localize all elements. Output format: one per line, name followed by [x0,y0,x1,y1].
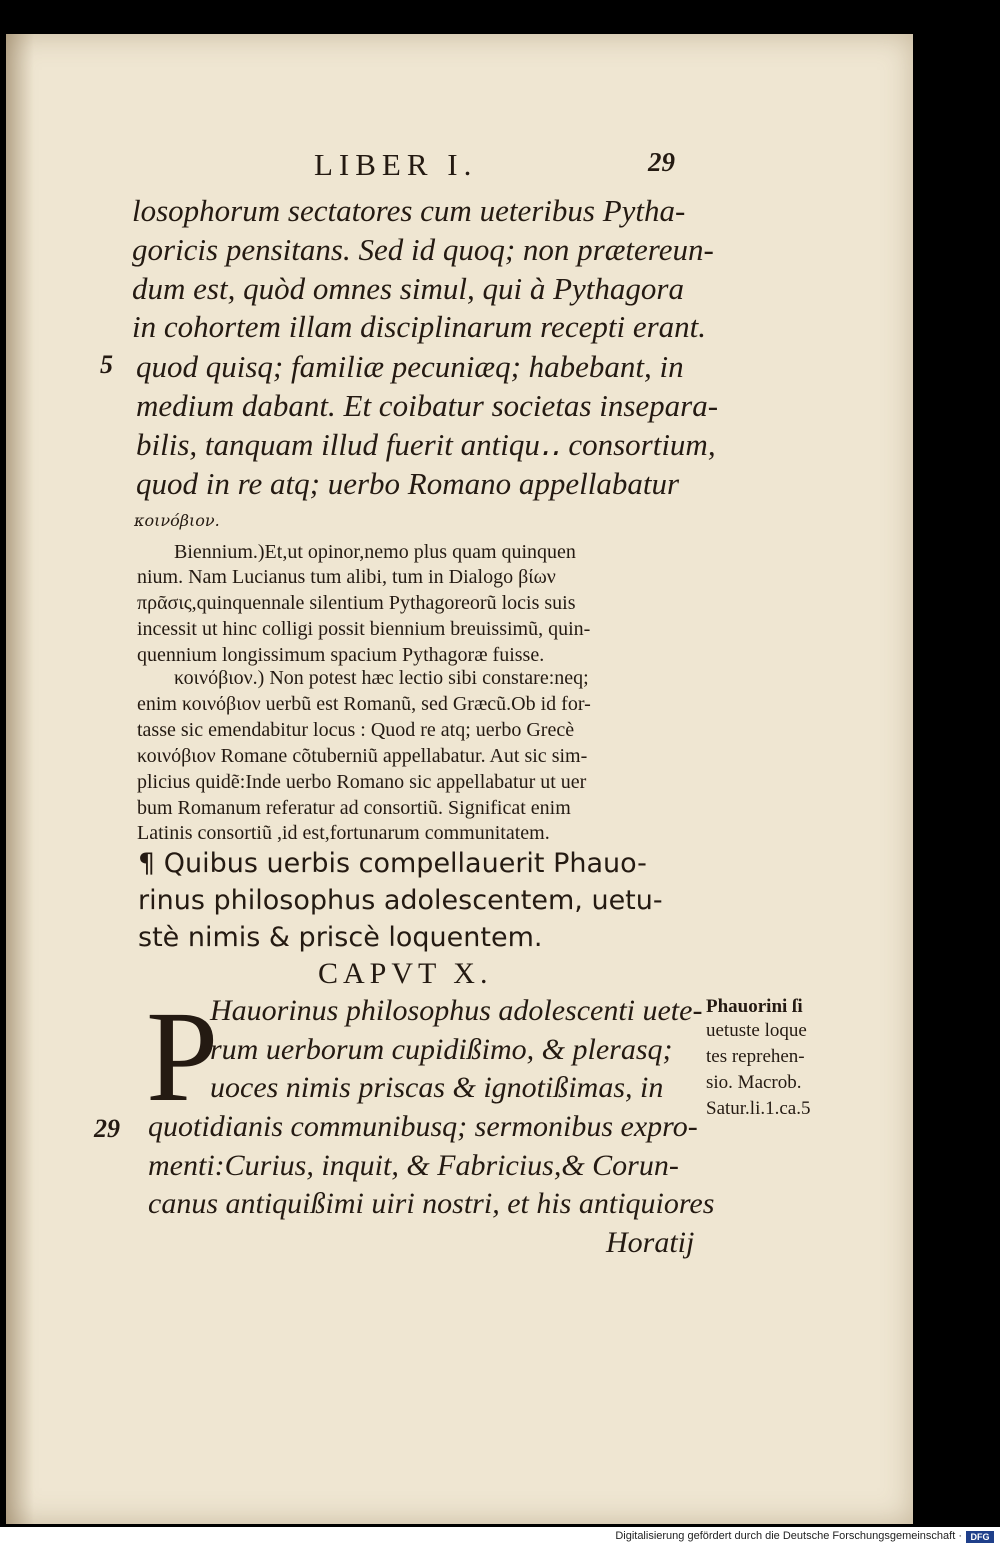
chapter-line-1: Hauorinus philosophus adolescenti uete- [210,994,703,1027]
line-number-29: 29 [94,1114,120,1143]
chapter-line-2: rum uerborum cupidißimo, & plerasq; [210,1033,673,1066]
footer-bar [0,1527,1000,1547]
caput-heading: CAPVT X. [318,957,493,990]
chapter-line-4: quotidianis communibusq; sermonibus expro- [148,1110,698,1143]
chapter-title-1: ¶ Quibus uerbis compellauerit Phauo- [138,848,647,879]
running-title: LIBER I. [314,147,478,182]
margin-note-1: Phauorini ſi [706,996,803,1017]
page-gutter-shadow [6,34,34,1524]
chapter-title-2: rinus philosophus adolescentem, uetu- [138,885,663,916]
chapter-line-6: canus antiquißimi uiri nostri, et his antiquiores [148,1187,715,1220]
note-line-5: quennium longissimum spacium Pythagoræ fuisse. [137,644,545,666]
footer-credit: Digitalisierung gefördert durch die Deutsche Forschungsgemeinschaft · [615,1530,962,1542]
main-line-6: medium dabant. Et coibatur societas insepara- [136,388,719,423]
note-line-9: κοινόβιον Romane cõtuberniũ appellabatur. Aut sic sim- [137,745,588,767]
margin-note-4: sio. Macrob. [706,1072,802,1093]
note-line-12: Latinis consortiũ ,id est,fortunarum communitatem. [137,822,550,844]
note-line-10: plicius quidẽ:Inde uerbo Romano sic appellabatur ut uer [137,771,587,793]
note-line-1: Biennium.)Et,ut opinor,nemo plus quam quinquen [174,541,576,563]
main-line-3: dum est, quòd omnes simul, qui à Pythagora [132,271,684,306]
note-line-6: κοινόβιον.) Non potest hæc lectio sibi constare:neq; [174,667,589,689]
margin-note-5: Satur.li.1.ca.5 [706,1098,811,1119]
main-line-1: losophorum sectatores cum ueteribus Pytha- [132,193,686,228]
note-line-8: tasse sic emendabitur locus : Quod re atq; uerbo Grecè [137,719,575,741]
drop-cap: P [146,985,219,1129]
catchword: Horatij [606,1226,695,1259]
main-line-8: quod in re atq; uerbo Romano appellabatur [136,466,680,501]
note-line-3: πρᾶσις,quinquennale silentium Pythagoreorũ locis suis [137,592,576,614]
page-number: 29 [648,147,675,177]
note-line-2: nium. Nam Lucianus tum alibi, tum in Dialogo βίων [137,566,556,588]
main-line-2: goricis pensitans. Sed id quoq; non prætereun- [132,232,714,267]
greek-word: κοινόβιον. [134,511,220,530]
line-number-5: 5 [100,350,113,379]
dfg-logo: DFG [966,1531,994,1543]
chapter-title-3: stè nimis & priscè loquentem. [138,922,543,953]
margin-note-2: uetuste loque [706,1020,807,1041]
note-line-11: bum Romanum referatur ad consortiũ. Significat enim [137,797,571,819]
note-line-7: enim κοινόβιον uerbũ est Romanũ, sed Græcũ.Ob id for- [137,693,591,715]
main-line-4: in cohortem illam disciplinarum recepti erant. [132,309,706,344]
chapter-line-3: uoces nimis priscas & ignotißimas, in [210,1071,664,1104]
chapter-line-5: menti:Curius, inquit, & Fabricius,& Corun- [148,1149,679,1182]
note-line-4: incessit ut hinc colligi possit biennium breuissimũ, quin- [137,618,591,640]
main-line-7: bilis, tanquam illud fuerit antiqu‥ consortium, [136,427,716,462]
margin-note-3: tes reprehen- [706,1046,805,1067]
main-line-5: quod quisq; familiæ pecuniæq; habebant, in [136,349,684,384]
